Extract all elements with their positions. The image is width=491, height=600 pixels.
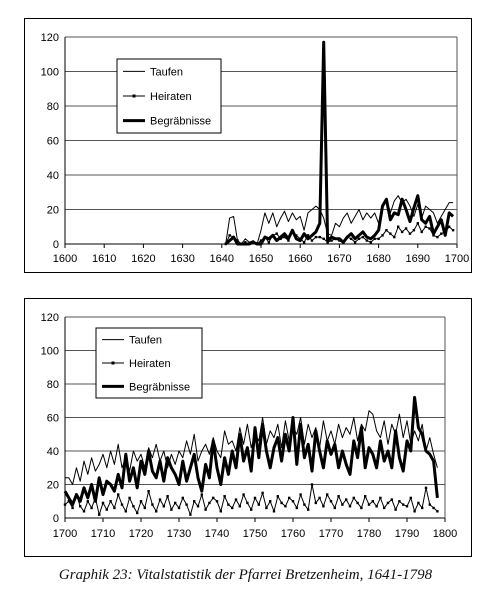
series-point-heiraten bbox=[417, 222, 419, 224]
series-point-heiraten bbox=[366, 239, 368, 241]
series-point-heiraten bbox=[432, 507, 434, 509]
x-tick-label-1640: 1640 bbox=[209, 253, 235, 265]
x-tick-label-1630: 1630 bbox=[170, 253, 195, 265]
series-point-heiraten bbox=[360, 507, 362, 509]
y-tick-label-80: 80 bbox=[46, 101, 59, 113]
legend-label-begraebnisse: Begräbnisse bbox=[129, 381, 191, 394]
series-point-heiraten bbox=[144, 507, 146, 509]
y-tick-label-100: 100 bbox=[40, 345, 59, 358]
series-point-heiraten bbox=[106, 508, 108, 510]
series-point-heiraten bbox=[353, 497, 355, 499]
series-point-heiraten bbox=[299, 493, 301, 495]
series-point-heiraten bbox=[413, 229, 415, 231]
x-tick-label-1780: 1780 bbox=[356, 528, 382, 540]
x-tick-label-1800: 1800 bbox=[432, 528, 458, 540]
series-point-heiraten bbox=[79, 505, 81, 507]
legend-label-begraebnisse: Begräbnisse bbox=[150, 115, 212, 128]
y-tick-label-120: 120 bbox=[40, 32, 59, 44]
series-point-heiraten bbox=[383, 507, 385, 509]
series-point-heiraten bbox=[178, 507, 180, 509]
series-point-heiraten bbox=[410, 497, 412, 499]
series-point-heiraten bbox=[182, 497, 184, 499]
series-point-heiraten bbox=[401, 231, 403, 233]
chart-1700-1798 bbox=[25, 299, 471, 556]
series-point-heiraten bbox=[341, 503, 343, 505]
series-point-heiraten bbox=[311, 483, 313, 485]
series-point-heiraten bbox=[311, 239, 313, 241]
x-tick-label-1650: 1650 bbox=[248, 253, 274, 265]
series-point-heiraten bbox=[235, 498, 237, 500]
legend-marker-heiraten bbox=[112, 362, 115, 365]
series-point-heiraten bbox=[288, 497, 290, 499]
x-tick-label-1730: 1730 bbox=[166, 528, 192, 540]
x-tick-label-1720: 1720 bbox=[128, 528, 154, 540]
series-point-heiraten bbox=[368, 503, 370, 505]
series-point-heiraten bbox=[337, 495, 339, 497]
series-point-heiraten bbox=[428, 227, 430, 229]
series-point-heiraten bbox=[440, 232, 442, 234]
series-point-heiraten bbox=[113, 507, 115, 509]
series-point-heiraten bbox=[323, 238, 325, 240]
series-point-heiraten bbox=[90, 507, 92, 509]
series-point-heiraten bbox=[394, 508, 396, 510]
series-point-heiraten bbox=[250, 508, 252, 510]
series-point-heiraten bbox=[397, 226, 399, 228]
x-tick-label-1710: 1710 bbox=[90, 528, 116, 540]
series-point-heiraten bbox=[385, 229, 387, 231]
figure-caption: Graphik 23: Vitalstatistik der Pfarrei Bretzenheim, 1641-1798 bbox=[58, 567, 433, 583]
series-point-heiraten bbox=[421, 507, 423, 509]
x-tick-label-1700: 1700 bbox=[52, 528, 78, 540]
series-point-heiraten bbox=[117, 493, 119, 495]
series-point-heiraten bbox=[220, 510, 222, 512]
series-point-heiraten bbox=[375, 505, 377, 507]
series-point-heiraten bbox=[254, 497, 256, 499]
y-tick-label-120: 120 bbox=[40, 312, 59, 324]
series-point-heiraten bbox=[121, 503, 123, 505]
series-point-heiraten bbox=[402, 503, 404, 505]
series-point-heiraten bbox=[421, 231, 423, 233]
x-tick-label-1690: 1690 bbox=[405, 253, 431, 265]
series-point-heiraten bbox=[170, 508, 172, 510]
series-point-heiraten bbox=[379, 497, 381, 499]
series-point-heiraten bbox=[398, 500, 400, 502]
series-point-heiraten bbox=[155, 510, 157, 512]
y-tick-label-60: 60 bbox=[46, 412, 59, 425]
series-point-heiraten bbox=[227, 503, 229, 505]
series-point-heiraten bbox=[318, 497, 320, 499]
series-point-heiraten bbox=[269, 500, 271, 502]
series-point-heiraten bbox=[189, 513, 191, 515]
series-point-heiraten bbox=[147, 490, 149, 492]
series-point-heiraten bbox=[452, 229, 454, 231]
series-point-heiraten bbox=[362, 236, 364, 238]
series-point-heiraten bbox=[406, 505, 408, 507]
series-point-heiraten bbox=[261, 492, 263, 494]
series-point-heiraten bbox=[315, 236, 317, 238]
series-point-heiraten bbox=[345, 498, 347, 500]
series-point-heiraten bbox=[159, 498, 161, 500]
series-point-heiraten bbox=[128, 497, 130, 499]
y-tick-label-100: 100 bbox=[40, 66, 59, 79]
series-point-heiraten bbox=[166, 495, 168, 497]
y-tick-label-0: 0 bbox=[52, 239, 59, 251]
chart-panel-1700-1798 bbox=[24, 298, 472, 557]
series-point-heiraten bbox=[393, 236, 395, 238]
series-point-heiraten bbox=[125, 510, 127, 512]
series-point-heiraten bbox=[246, 502, 248, 504]
series-point-heiraten bbox=[231, 507, 233, 509]
series-point-heiraten bbox=[413, 510, 415, 512]
series-point-heiraten bbox=[417, 502, 419, 504]
y-tick-label-40: 40 bbox=[46, 446, 59, 458]
series-point-heiraten bbox=[319, 236, 321, 238]
x-tick-label-1600: 1600 bbox=[52, 253, 78, 265]
x-tick-label-1670: 1670 bbox=[327, 253, 352, 265]
x-tick-label-1770: 1770 bbox=[318, 528, 344, 540]
series-line-begraebnisse bbox=[226, 42, 453, 244]
series-point-heiraten bbox=[424, 226, 426, 228]
series-point-heiraten bbox=[268, 241, 270, 243]
x-tick-label-1700: 1700 bbox=[444, 253, 470, 265]
series-point-heiraten bbox=[381, 234, 383, 236]
series-point-heiraten bbox=[258, 503, 260, 505]
series-point-heiraten bbox=[98, 513, 100, 515]
series-point-heiraten bbox=[307, 508, 309, 510]
series-point-heiraten bbox=[330, 500, 332, 502]
series-point-heiraten bbox=[284, 505, 286, 507]
x-tick-label-1790: 1790 bbox=[394, 528, 420, 540]
series-point-heiraten bbox=[364, 495, 366, 497]
series-point-heiraten bbox=[132, 505, 134, 507]
y-tick-label-80: 80 bbox=[46, 379, 59, 391]
y-tick-label-60: 60 bbox=[46, 135, 59, 148]
x-tick-label-1750: 1750 bbox=[242, 528, 268, 540]
series-point-heiraten bbox=[204, 508, 206, 510]
y-tick-label-0: 0 bbox=[52, 513, 59, 525]
series-point-heiraten bbox=[212, 497, 214, 499]
series-point-heiraten bbox=[409, 232, 411, 234]
series-point-heiraten bbox=[87, 500, 89, 502]
series-point-heiraten bbox=[64, 503, 66, 505]
series-point-heiraten bbox=[275, 232, 277, 234]
x-tick-label-1760: 1760 bbox=[280, 528, 306, 540]
series-point-heiraten bbox=[201, 493, 203, 495]
series-point-heiraten bbox=[83, 510, 85, 512]
legend-label-heiraten: Heiraten bbox=[129, 358, 171, 370]
series-point-heiraten bbox=[322, 505, 324, 507]
x-tick-label-1740: 1740 bbox=[204, 528, 230, 540]
series-point-heiraten bbox=[228, 234, 230, 236]
x-tick-label-1660: 1660 bbox=[287, 253, 313, 265]
series-point-heiraten bbox=[436, 510, 438, 512]
series-point-heiraten bbox=[151, 503, 153, 505]
y-tick-label-20: 20 bbox=[46, 204, 59, 217]
series-point-heiraten bbox=[389, 232, 391, 234]
series-point-heiraten bbox=[372, 500, 374, 502]
series-point-heiraten bbox=[334, 507, 336, 509]
series-point-heiraten bbox=[429, 503, 431, 505]
series-point-heiraten bbox=[370, 241, 372, 243]
series-point-heiraten bbox=[163, 505, 165, 507]
series-point-heiraten bbox=[174, 502, 176, 504]
series-point-heiraten bbox=[349, 505, 351, 507]
series-point-heiraten bbox=[102, 502, 104, 504]
series-point-heiraten bbox=[315, 502, 317, 504]
series-point-heiraten bbox=[303, 503, 305, 505]
legend-marker-heiraten bbox=[133, 95, 136, 98]
series-point-heiraten bbox=[405, 227, 407, 229]
series-point-heiraten bbox=[387, 502, 389, 504]
series-point-heiraten bbox=[265, 507, 267, 509]
y-tick-label-20: 20 bbox=[46, 479, 59, 492]
series-point-heiraten bbox=[425, 487, 427, 489]
series-point-heiraten bbox=[277, 495, 279, 497]
series-point-heiraten bbox=[303, 241, 305, 243]
series-point-heiraten bbox=[436, 236, 438, 238]
series-point-heiraten bbox=[326, 493, 328, 495]
series-point-heiraten bbox=[354, 241, 356, 243]
series-point-heiraten bbox=[71, 507, 73, 509]
series-point-heiraten bbox=[208, 502, 210, 504]
series-point-heiraten bbox=[296, 507, 298, 509]
series-point-heiraten bbox=[109, 500, 111, 502]
series-point-heiraten bbox=[280, 502, 282, 504]
series-point-heiraten bbox=[216, 500, 218, 502]
series-point-heiraten bbox=[223, 495, 225, 497]
series-point-heiraten bbox=[350, 238, 352, 240]
legend-label-taufen: Taufen bbox=[150, 66, 184, 79]
series-point-heiraten bbox=[292, 500, 294, 502]
x-tick-label-1610: 1610 bbox=[91, 253, 117, 265]
legend-label-heiraten: Heiraten bbox=[150, 91, 192, 103]
series-point-heiraten bbox=[239, 505, 241, 507]
series-point-heiraten bbox=[273, 510, 275, 512]
y-tick-label-40: 40 bbox=[46, 170, 59, 182]
series-point-heiraten bbox=[377, 238, 379, 240]
series-point-heiraten bbox=[197, 505, 199, 507]
series-point-heiraten bbox=[356, 502, 358, 504]
chart-1641-1700 bbox=[25, 19, 471, 272]
x-tick-label-1620: 1620 bbox=[131, 253, 156, 265]
series-point-heiraten bbox=[242, 493, 244, 495]
series-point-heiraten bbox=[140, 500, 142, 502]
chart-panel-1641-1700 bbox=[24, 18, 472, 273]
series-point-heiraten bbox=[391, 498, 393, 500]
series-point-heiraten bbox=[136, 512, 138, 514]
series-point-heiraten bbox=[193, 500, 195, 502]
series-point-heiraten bbox=[185, 503, 187, 505]
x-tick-label-1680: 1680 bbox=[366, 253, 391, 265]
legend-label-taufen: Taufen bbox=[129, 334, 163, 347]
